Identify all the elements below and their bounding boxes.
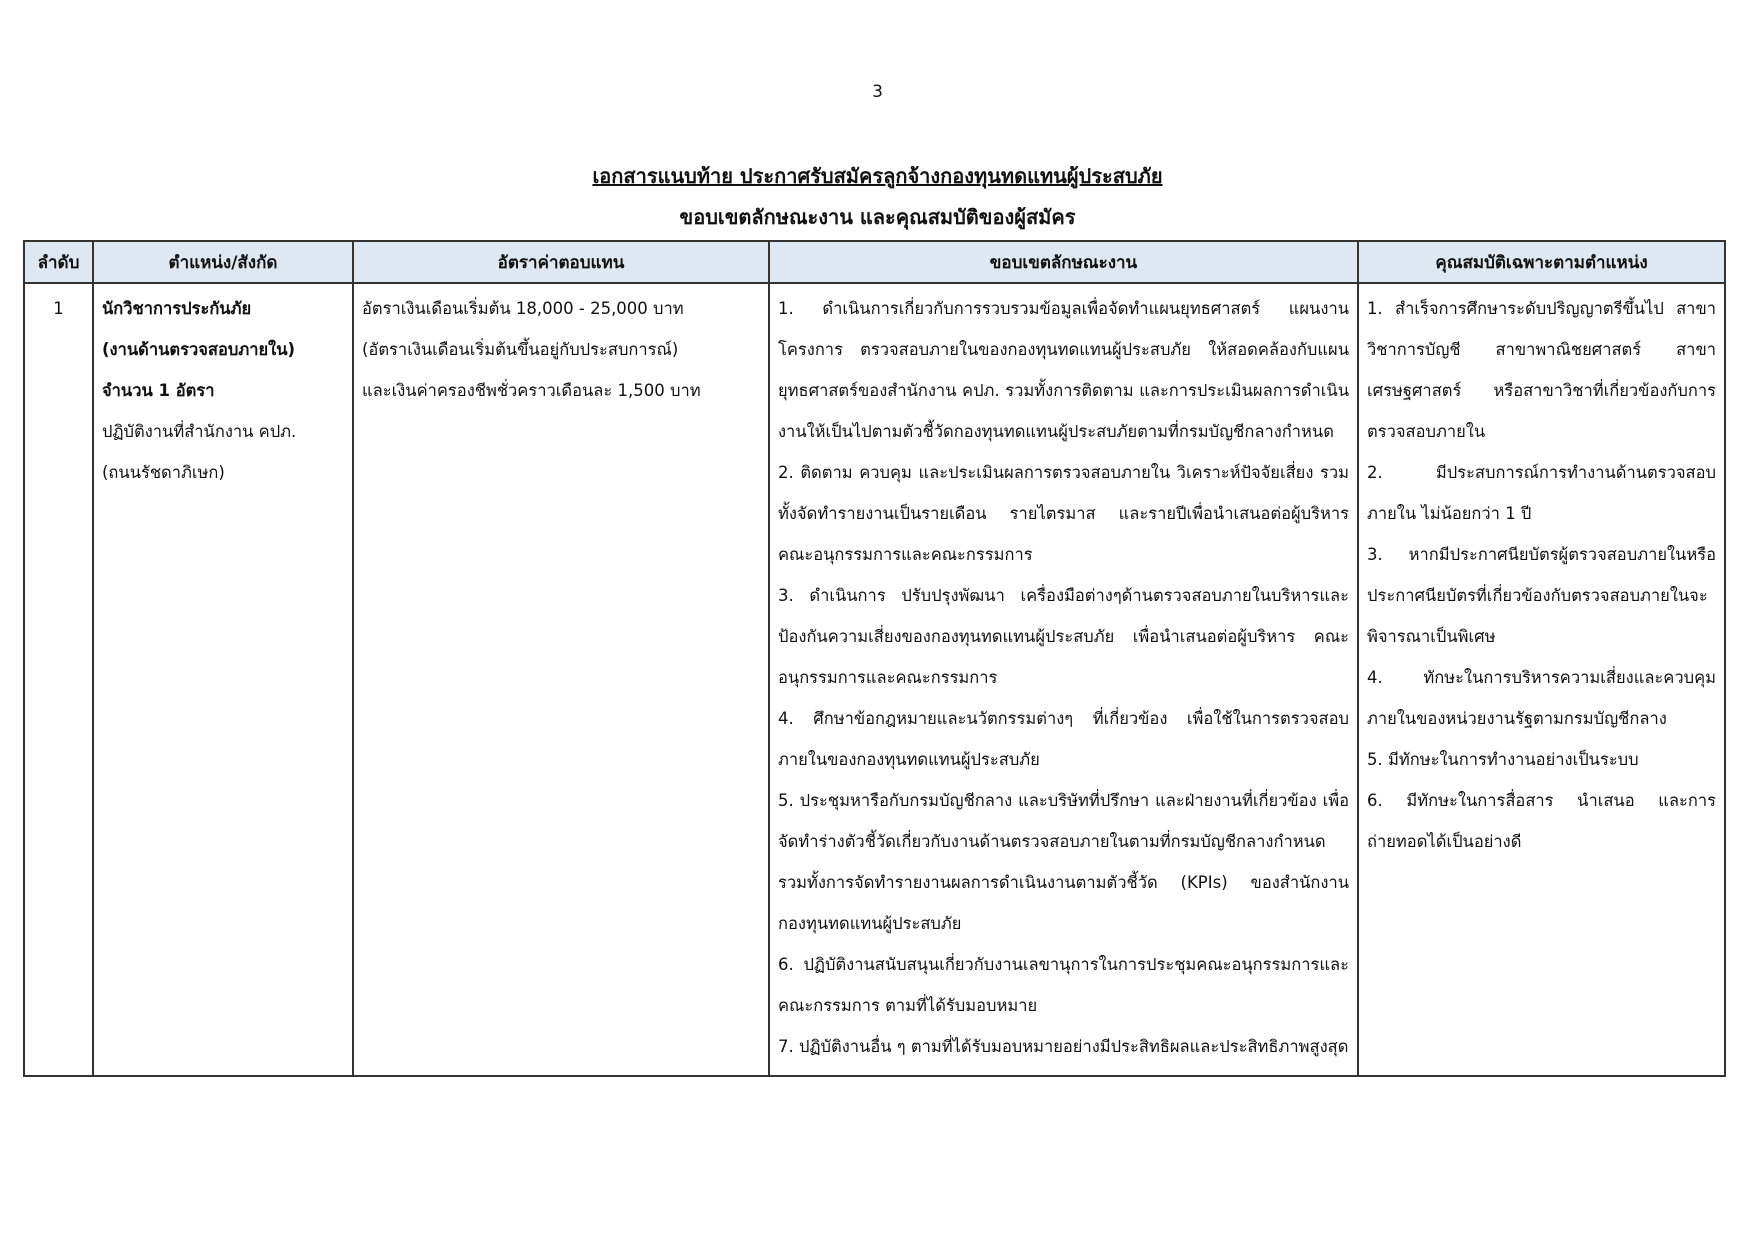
job-spec-table [23,240,1726,1077]
qualification-item: 1. สำเร็จการศึกษาระดับปริญญาตรีขึ้นไป สาขาวิชาการบัญชี สาขาพาณิชยศาสตร์ สาขาเศรษฐศาสตร์ หรือสาขาวิชาที่เกี่ยวข้องกับการตรวจสอบภายใน [1367,299,1716,441]
scope-item: 1. ดำเนินการเกี่ยวกับการรวบรวมข้อมูลเพื่อจัดทำแผนยุทธศาสตร์ แผนงาน โครงการ ตรวจสอบภายในของกองทุนทดแทนผู้ประสบภัย ให้สอดคล้องกับแผนยุทธศาสตร์ของสำนักงาน คปภ. รวมทั้งการติดตาม และการประเมินผลการดำเนินงานให้เป็นไปตามตัวชี้วัดกองทุนทดแทนผู้ประสบภัยตามที่กรมบัญชีกลางกำหนด [778,299,1349,441]
qualifications-cell [1358,283,1725,1076]
scope-item: 5. ประชุมหารือกับกรมบัญชีกลาง และบริษัทที่ปรึกษา และฝ่ายงานที่เกี่ยวข้อง เพื่อจัดทำร่างตัวชี้วัดเกี่ยวกับงานด้านตรวจสอบภายในตามที่กรมบัญชีกลางกำหนด รวมทั้งการจัดทำรายงานผลการดำเนินงานตามตัวชี้วัด (KPIs) ของสำนักงานกองทุนทดแทนผู้ประสบภัย [778,791,1349,933]
page-number: 3 [872,82,883,102]
header-qualifications: คุณสมบัติเฉพาะตามตำแหน่ง [1358,241,1725,283]
compensation-line: และเงินค่าครองชีพชั่วคราวเดือนละ 1,500 บาท [362,381,701,400]
document-title: เอกสารแนบท้าย ประกาศรับสมัครลูกจ้างกองทุนทดแทนผู้ประสบภัย [592,164,1163,188]
header-position: ตำแหน่ง/สังกัด [93,241,353,283]
header-no: ลำดับ [24,241,93,283]
position-title: นักวิชาการประกันภัย [102,299,252,318]
table-header-row [24,241,1725,283]
table-row [24,283,1725,1076]
compensation-line: (อัตราเงินเดือนเริ่มต้นขึ้นอยู่กับประสบการณ์) [362,340,679,359]
compensation-line: อัตราเงินเดือนเริ่มต้น 18,000 - 25,000 บาท [362,299,684,318]
qualification-item: 5. มีทักษะในการทำงานอย่างเป็นระบบ [1367,750,1639,769]
qualification-item: 2. มีประสบการณ์การทำงานด้านตรวจสอบภายใน ไม่น้อยกว่า 1 ปี [1367,463,1716,523]
qualification-item: 3. หากมีประกาศนียบัตรผู้ตรวจสอบภายในหรือประกาศนียบัตรที่เกี่ยวข้องกับตรวจสอบภายในจะพิจารณาเป็นพิเศษ [1367,545,1716,646]
position-cell [93,283,353,1076]
row-number: 1 [24,283,93,1076]
header-compensation: อัตราค่าตอบแทน [353,241,769,283]
document-subtitle: ขอบเขตลักษณะงาน และคุณสมบัติของผู้สมัคร [679,205,1076,229]
scope-item: 2. ติดตาม ควบคุม และประเมินผลการตรวจสอบภายใน วิเคราะห์ปัจจัยเสี่ยง รวมทั้งจัดทำรายงานเป็นรายเดือน รายไตรมาส และรายปีเพื่อนำเสนอต่อผู้บริหาร คณะอนุกรรมการและคณะกรรมการ [778,463,1349,564]
qualification-item: 6. มีทักษะในการสื่อสาร นำเสนอ และการถ่ายทอดได้เป็นอย่างดี [1367,791,1716,851]
scope-item: 3. ดำเนินการ ปรับปรุงพัฒนา เครื่องมือต่างๆด้านตรวจสอบภายในบริหารและป้องกันความเสี่ยงของกองทุนทดแทนผู้ประสบภัย เพื่อนำเสนอต่อผู้บริหาร คณะอนุกรรมการและคณะกรรมการ [778,586,1349,687]
position-unit: (งานด้านตรวจสอบภายใน) [102,340,296,359]
position-count: จำนวน 1 อัตรา [102,381,215,400]
scope-item: 7. ปฏิบัติงานอื่น ๆ ตามที่ได้รับมอบหมายอย่างมีประสิทธิผลและประสิทธิภาพสูงสุด [778,1037,1349,1056]
header-scope: ขอบเขตลักษณะงาน [769,241,1358,283]
qualification-item: 4. ทักษะในการบริหารความเสี่ยงและควบคุมภายในของหน่วยงานรัฐตามกรมบัญชีกลาง [1367,668,1716,728]
position-location: ปฏิบัติงานที่สำนักงาน คปภ. [102,422,297,441]
position-location-note: (ถนนรัชดาภิเษก) [102,463,225,482]
scope-item: 4. ศึกษาข้อกฎหมายและนวัตกรรมต่างๆ ที่เกี่ยวข้อง เพื่อใช้ในการตรวจสอบภายในของกองทุนทดแทนผู้ประสบภัย [778,709,1349,769]
compensation-cell [353,283,769,1076]
scope-item: 6. ปฏิบัติงานสนับสนุนเกี่ยวกับงานเลขานุการในการประชุมคณะอนุกรรมการและคณะกรรมการ ตามที่ได้รับมอบหมาย [778,955,1349,1015]
scope-cell [769,283,1358,1076]
